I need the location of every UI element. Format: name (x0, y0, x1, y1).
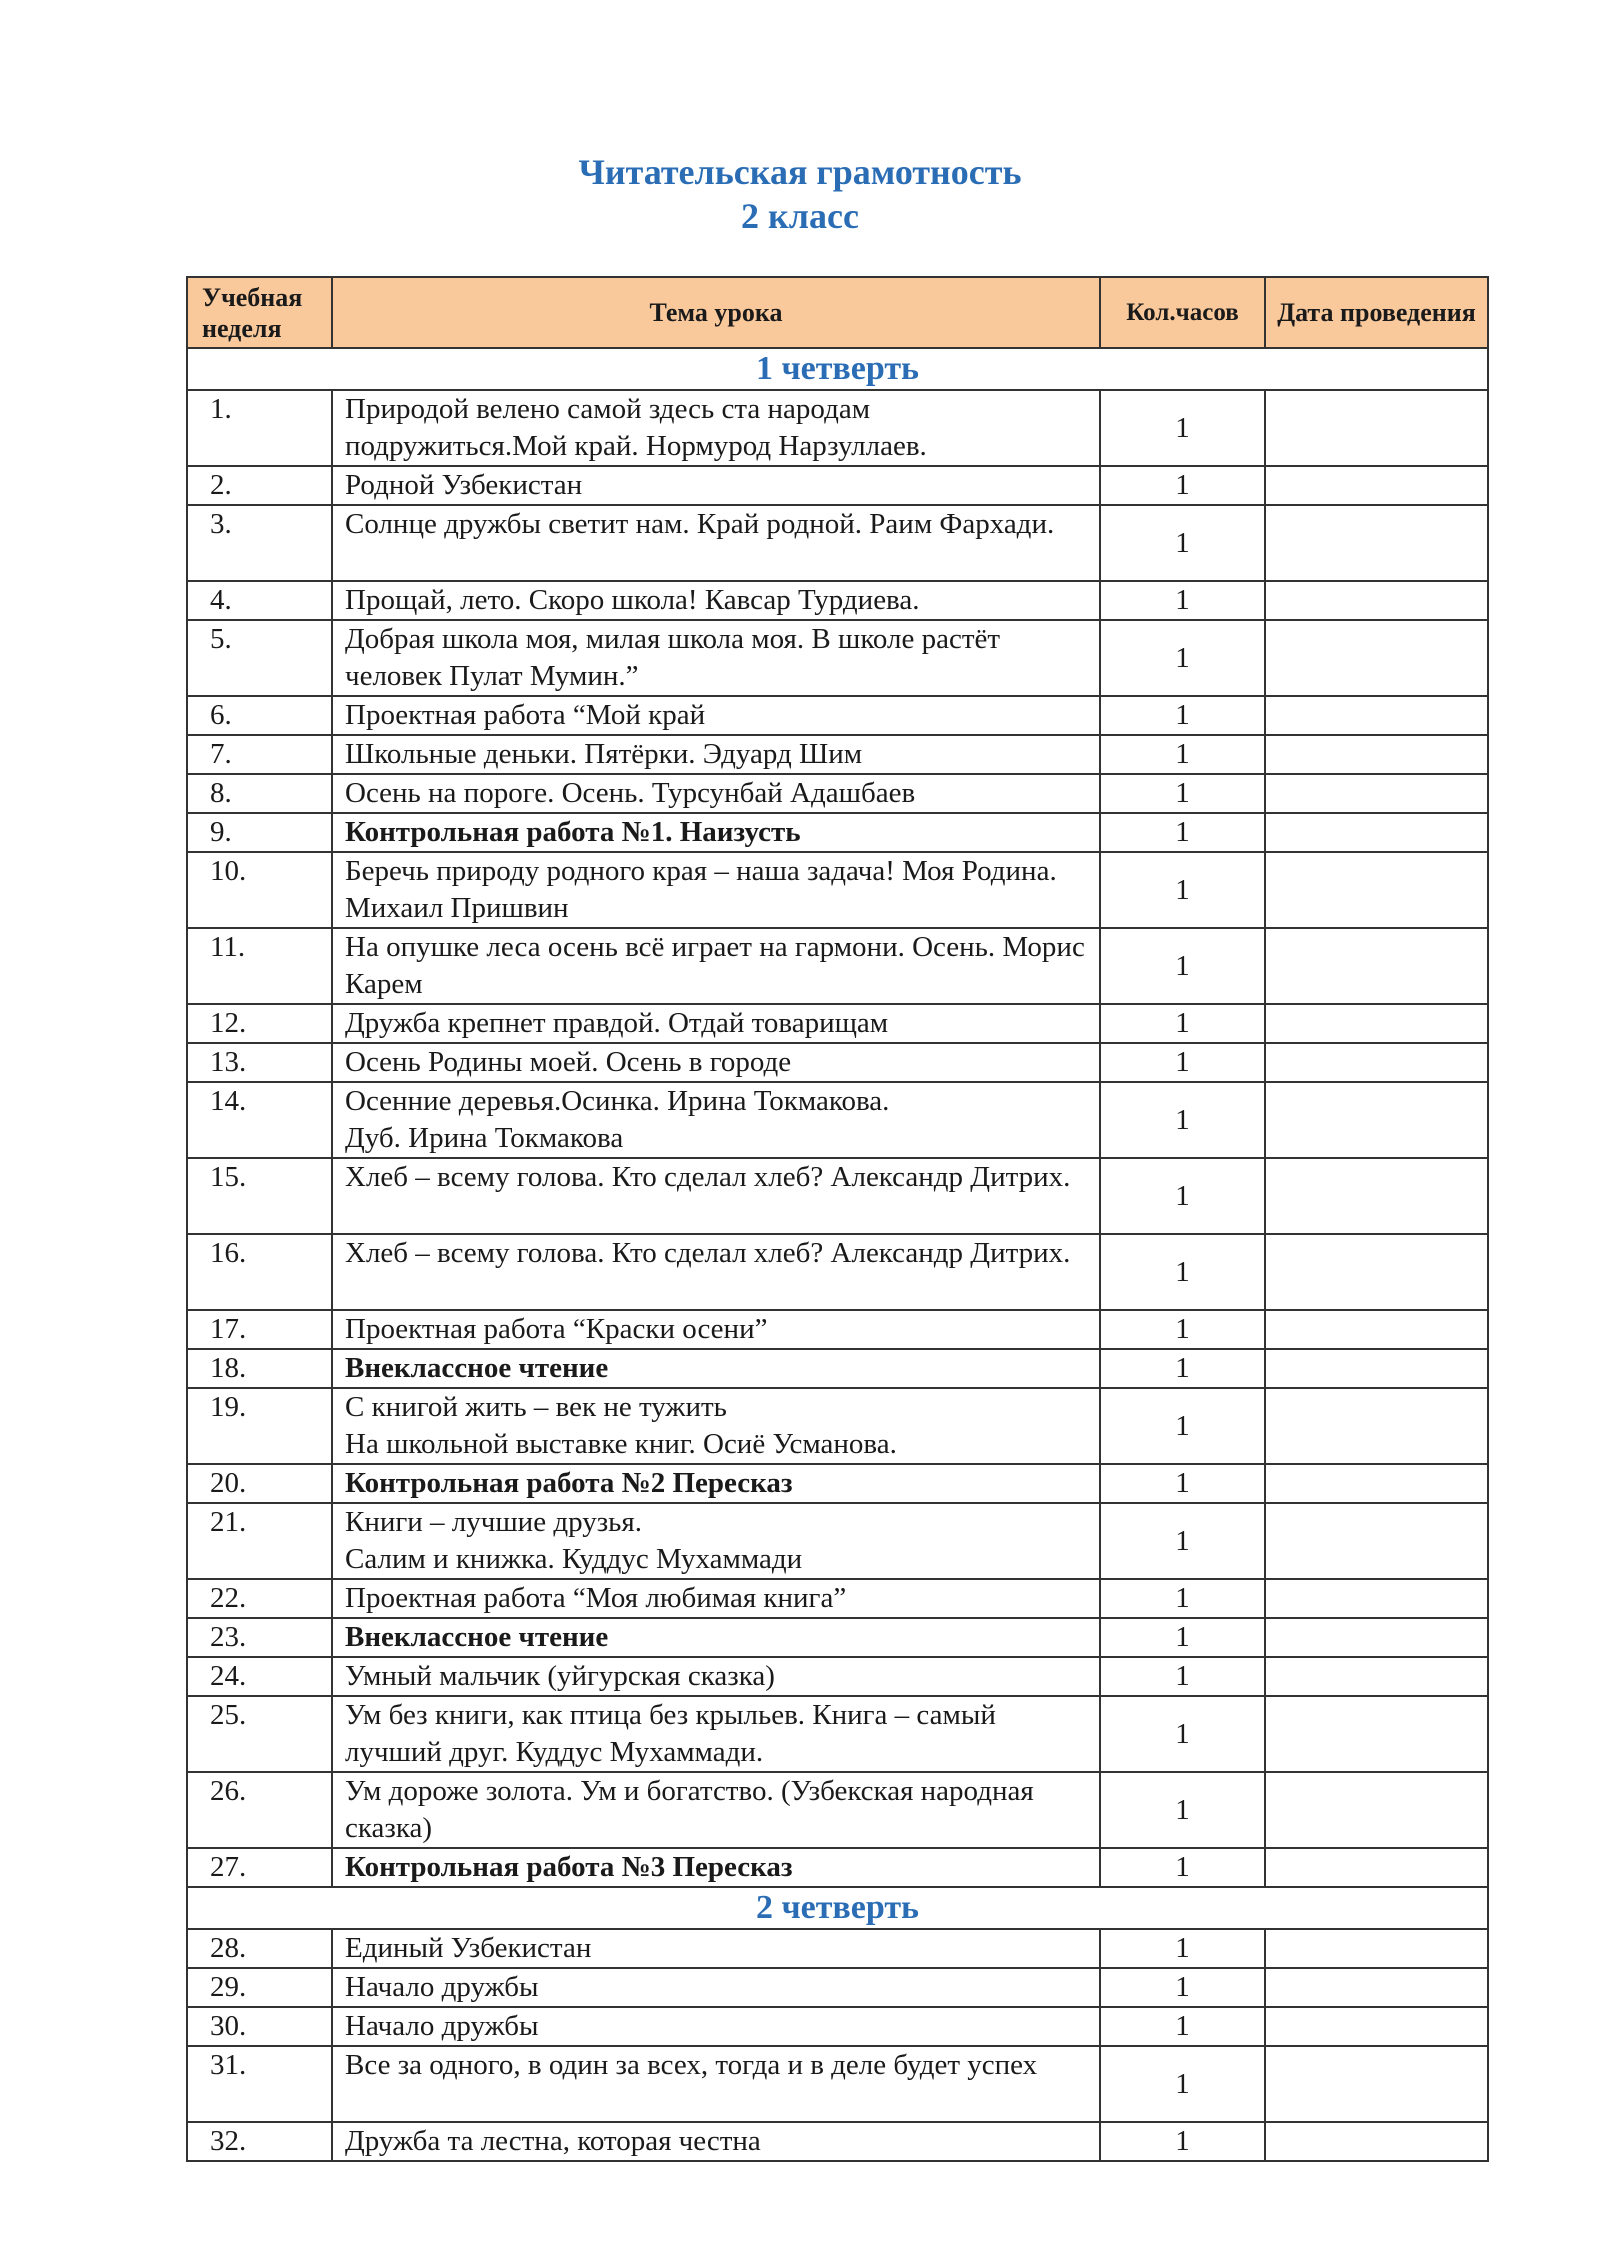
lesson-date-cell[interactable] (1265, 2007, 1488, 2046)
table-row (187, 1234, 1488, 1310)
lesson-hours: 1 (1100, 696, 1265, 735)
table-row (187, 1004, 1488, 1043)
lesson-date-cell[interactable] (1265, 1579, 1488, 1618)
header-week: Учебная неделя (187, 277, 332, 348)
lesson-topic: Проектная работа “Моя любимая книга” (332, 1579, 1100, 1618)
lesson-hours: 1 (1100, 1696, 1265, 1772)
lesson-topic: Проектная работа “Мой край (332, 696, 1100, 735)
lesson-hours: 1 (1100, 620, 1265, 696)
document-title: Читательская грамотность (578, 152, 1022, 192)
table-row (187, 1848, 1488, 1887)
lesson-topic: Единый Узбекистан (332, 1929, 1100, 1968)
lesson-topic: Осень на пороге. Осень. Турсунбай Адашбаев (332, 774, 1100, 813)
lesson-hours: 1 (1100, 505, 1265, 581)
lesson-topic: Внеклассное чтение (332, 1618, 1100, 1657)
lesson-date-cell[interactable] (1265, 1158, 1488, 1234)
quarter-row (187, 1887, 1488, 1929)
lesson-date-cell[interactable] (1265, 1082, 1488, 1158)
lesson-date-cell[interactable] (1265, 466, 1488, 505)
lesson-topic: Хлеб – всему голова. Кто сделал хлеб? Александр Дитрих. (332, 1234, 1100, 1310)
lesson-date-cell[interactable] (1265, 620, 1488, 696)
lesson-date-cell[interactable] (1265, 1968, 1488, 2007)
quarter-row (187, 348, 1488, 390)
lesson-number: 3. (187, 505, 332, 581)
lesson-date-cell[interactable] (1265, 1349, 1488, 1388)
lesson-topic: Школьные деньки. Пятёрки. Эдуард Шим (332, 735, 1100, 774)
lesson-topic: Контрольная работа №3 Пересказ (332, 1848, 1100, 1887)
lesson-date-cell[interactable] (1265, 1004, 1488, 1043)
lesson-number: 25. (187, 1696, 332, 1772)
lesson-date-cell[interactable] (1265, 505, 1488, 581)
lesson-date-cell[interactable] (1265, 390, 1488, 466)
lesson-hours: 1 (1100, 1004, 1265, 1043)
lesson-topic: Ум дороже золота. Ум и богатство. (Узбекская народная сказка) (332, 1772, 1100, 1848)
lesson-plan-table (186, 276, 1489, 2162)
lesson-hours: 1 (1100, 1772, 1265, 1848)
lesson-date-cell[interactable] (1265, 735, 1488, 774)
lesson-topic: Родной Узбекистан (332, 466, 1100, 505)
lesson-date-cell[interactable] (1265, 1388, 1488, 1464)
table-row (187, 1503, 1488, 1579)
lesson-number: 30. (187, 2007, 332, 2046)
table-row (187, 1618, 1488, 1657)
table-row (187, 581, 1488, 620)
table-row (187, 1464, 1488, 1503)
lesson-hours: 1 (1100, 852, 1265, 928)
lesson-topic: Контрольная работа №1. Наизусть (332, 813, 1100, 852)
header-topic: Тема урока (332, 277, 1100, 348)
lesson-topic: Проектная работа “Краски осени” (332, 1310, 1100, 1349)
lesson-date-cell[interactable] (1265, 1234, 1488, 1310)
table-row (187, 1310, 1488, 1349)
lesson-topic: Внеклассное чтение (332, 1349, 1100, 1388)
table-header-row (187, 277, 1488, 348)
lesson-hours: 1 (1100, 1618, 1265, 1657)
quarter-title: 2 четверть (187, 1887, 1488, 1929)
table-row (187, 696, 1488, 735)
lesson-number: 4. (187, 581, 332, 620)
table-row (187, 1043, 1488, 1082)
lesson-hours: 1 (1100, 1082, 1265, 1158)
table-row (187, 466, 1488, 505)
lesson-number: 22. (187, 1579, 332, 1618)
lesson-date-cell[interactable] (1265, 1503, 1488, 1579)
table-row (187, 1657, 1488, 1696)
lesson-topic: Контрольная работа №2 Пересказ (332, 1464, 1100, 1503)
lesson-date-cell[interactable] (1265, 2122, 1488, 2161)
lesson-topic: Солнце дружбы светит нам. Край родной. Раим Фархади. (332, 505, 1100, 581)
lesson-number: 31. (187, 2046, 332, 2122)
document-header (0, 150, 1600, 238)
table-row (187, 774, 1488, 813)
table-row (187, 813, 1488, 852)
lesson-number: 32. (187, 2122, 332, 2161)
lesson-hours: 1 (1100, 2122, 1265, 2161)
lesson-hours: 1 (1100, 2046, 1265, 2122)
lesson-hours: 1 (1100, 1464, 1265, 1503)
lesson-number: 7. (187, 735, 332, 774)
lesson-number: 29. (187, 1968, 332, 2007)
lesson-topic: Дружба та лестна, которая честна (332, 2122, 1100, 2161)
table-row (187, 1579, 1488, 1618)
lesson-date-cell[interactable] (1265, 696, 1488, 735)
lesson-date-cell[interactable] (1265, 1310, 1488, 1349)
lesson-number: 20. (187, 1464, 332, 1503)
table-row (187, 1772, 1488, 1848)
lesson-number: 28. (187, 1929, 332, 1968)
lesson-number: 26. (187, 1772, 332, 1848)
table-body (187, 348, 1488, 2161)
lesson-hours: 1 (1100, 1848, 1265, 1887)
lesson-number: 18. (187, 1349, 332, 1388)
table-row (187, 505, 1488, 581)
lesson-hours: 1 (1100, 1503, 1265, 1579)
header-hours: Кол.часов (1100, 277, 1265, 348)
lesson-hours: 1 (1100, 1968, 1265, 2007)
lesson-date-cell[interactable] (1265, 1848, 1488, 1887)
lesson-hours: 1 (1100, 1234, 1265, 1310)
lesson-hours: 1 (1100, 390, 1265, 466)
lesson-hours: 1 (1100, 928, 1265, 1004)
table-row (187, 1696, 1488, 1772)
lesson-date-cell[interactable] (1265, 1464, 1488, 1503)
lesson-date-cell[interactable] (1265, 1772, 1488, 1848)
lesson-topic: На опушке леса осень всё играет на гармони. Осень. Морис Карем (332, 928, 1100, 1004)
table-row (187, 390, 1488, 466)
lesson-hours: 1 (1100, 581, 1265, 620)
lesson-date-cell[interactable] (1265, 1043, 1488, 1082)
lesson-hours: 1 (1100, 1158, 1265, 1234)
lesson-hours: 1 (1100, 1349, 1265, 1388)
lesson-number: 2. (187, 466, 332, 505)
lesson-hours: 1 (1100, 1929, 1265, 1968)
lesson-hours: 1 (1100, 1579, 1265, 1618)
lesson-number: 15. (187, 1158, 332, 1234)
lesson-number: 16. (187, 1234, 332, 1310)
lesson-number: 13. (187, 1043, 332, 1082)
document-subtitle: 2 класс (741, 196, 859, 236)
lesson-topic: Добрая школа моя, милая школа моя. В школе растёт человек Пулат Мумин.” (332, 620, 1100, 696)
lesson-hours: 1 (1100, 1388, 1265, 1464)
lesson-topic: Хлеб – всему голова. Кто сделал хлеб? Александр Дитрих. (332, 1158, 1100, 1234)
lesson-date-cell[interactable] (1265, 1618, 1488, 1657)
lesson-hours: 1 (1100, 813, 1265, 852)
lesson-number: 24. (187, 1657, 332, 1696)
table-row (187, 2007, 1488, 2046)
lesson-number: 21. (187, 1503, 332, 1579)
table-row (187, 1929, 1488, 1968)
lesson-date-cell[interactable] (1265, 581, 1488, 620)
lesson-topic: Осенние деревья.Осинка. Ирина Токмакова. Дуб. Ирина Токмакова (332, 1082, 1100, 1158)
lesson-hours: 1 (1100, 1657, 1265, 1696)
lesson-hours: 1 (1100, 774, 1265, 813)
lesson-topic: С книгой жить – век не тужить На школьной выставке книг. Осиё Усманова. (332, 1388, 1100, 1464)
lesson-number: 9. (187, 813, 332, 852)
lesson-number: 11. (187, 928, 332, 1004)
lesson-number: 1. (187, 390, 332, 466)
lesson-number: 10. (187, 852, 332, 928)
table-row (187, 928, 1488, 1004)
lesson-topic: Книги – лучшие друзья. Салим и книжка. Куддус Мухаммади (332, 1503, 1100, 1579)
lesson-hours: 1 (1100, 2007, 1265, 2046)
lesson-number: 6. (187, 696, 332, 735)
table-row (187, 852, 1488, 928)
lesson-hours: 1 (1100, 735, 1265, 774)
lesson-topic: Начало дружбы (332, 2007, 1100, 2046)
lesson-date-cell[interactable] (1265, 1657, 1488, 1696)
lesson-hours: 1 (1100, 1310, 1265, 1349)
lesson-topic: Осень Родины моей. Осень в городе (332, 1043, 1100, 1082)
lesson-date-cell[interactable] (1265, 2046, 1488, 2122)
table-row (187, 1968, 1488, 2007)
table-row (187, 1349, 1488, 1388)
lesson-topic: Беречь природу родного края – наша задача! Моя Родина. Михаил Пришвин (332, 852, 1100, 928)
lesson-hours: 1 (1100, 466, 1265, 505)
lesson-date-cell[interactable] (1265, 1696, 1488, 1772)
table-row (187, 1082, 1488, 1158)
lesson-date-cell[interactable] (1265, 928, 1488, 1004)
lesson-topic: Прощай, лето. Скоро школа! Кавсар Турдиева. (332, 581, 1100, 620)
table-row (187, 1158, 1488, 1234)
lesson-number: 27. (187, 1848, 332, 1887)
table-row (187, 620, 1488, 696)
lesson-date-cell[interactable] (1265, 813, 1488, 852)
lesson-topic: Умный мальчик (уйгурская сказка) (332, 1657, 1100, 1696)
lesson-number: 8. (187, 774, 332, 813)
lesson-number: 23. (187, 1618, 332, 1657)
table-row (187, 1388, 1488, 1464)
lesson-number: 19. (187, 1388, 332, 1464)
table-row (187, 735, 1488, 774)
table-row (187, 2122, 1488, 2161)
lesson-number: 17. (187, 1310, 332, 1349)
lesson-date-cell[interactable] (1265, 1929, 1488, 1968)
lesson-date-cell[interactable] (1265, 852, 1488, 928)
lesson-topic: Все за одного, в один за всех, тогда и в деле будет успех (332, 2046, 1100, 2122)
lesson-topic: Начало дружбы (332, 1968, 1100, 2007)
lesson-topic: Ум без книги, как птица без крыльев. Книга – самый лучший друг. Куддус Мухаммади. (332, 1696, 1100, 1772)
lesson-topic: Природой велено самой здесь ста народам подружиться.Мой край. Нормурод Нарзуллаев. (332, 390, 1100, 466)
table-row (187, 2046, 1488, 2122)
lesson-number: 5. (187, 620, 332, 696)
lesson-topic: Дружба крепнет правдой. Отдай товарищам (332, 1004, 1100, 1043)
quarter-title: 1 четверть (187, 348, 1488, 390)
lesson-number: 12. (187, 1004, 332, 1043)
header-date: Дата проведения (1265, 277, 1488, 348)
lesson-number: 14. (187, 1082, 332, 1158)
lesson-date-cell[interactable] (1265, 774, 1488, 813)
lesson-hours: 1 (1100, 1043, 1265, 1082)
